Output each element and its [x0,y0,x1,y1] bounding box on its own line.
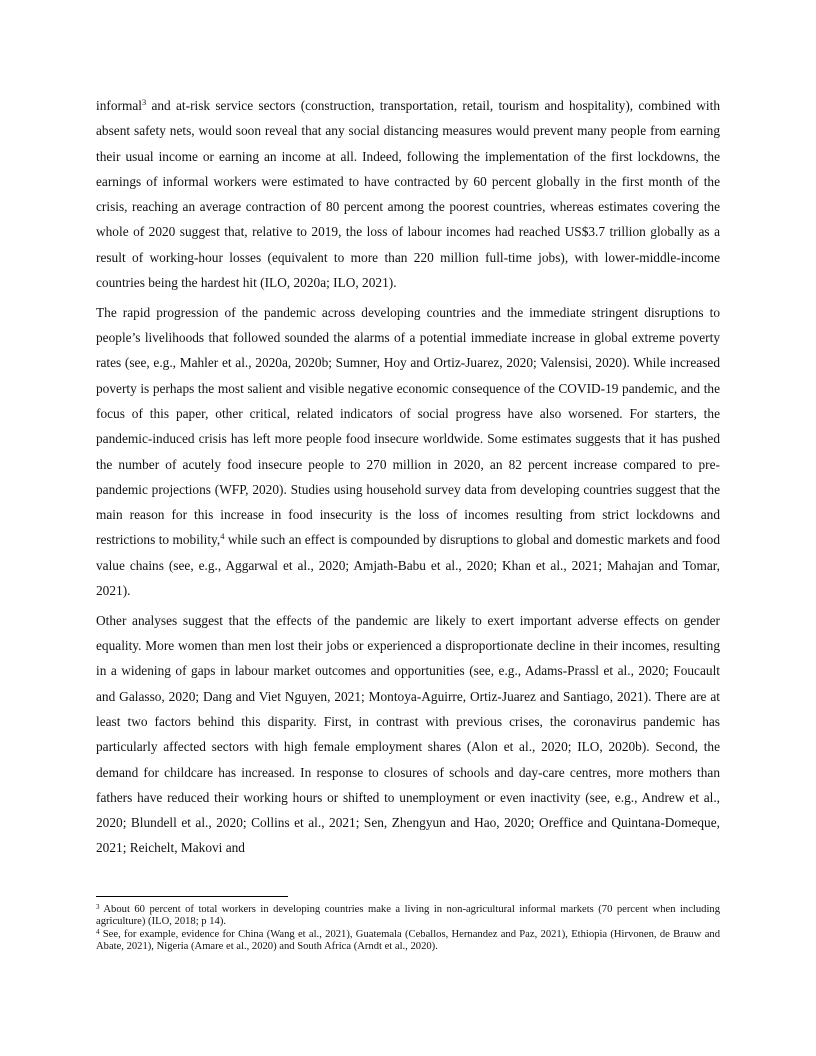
paragraph-1-text-b: and at-risk service sectors (construction, transportation, retail, tourism and hospitality), combined with absent safety nets, would soon reveal that any social distancing measures would prevent many people from earning their usual income or earning an income at all. Indeed, following the implementation of the first lockdowns, the earnings of informal workers were estimated to have contracted by 60 percent globally in the first month of the crisis, reaching an average contraction of 80 percent among the poorest countries, whereas estimates covering the whole of 2020 suggest that, relative to 2019, the loss of labour incomes had reached US$3.7 trillion globally as a result of working-hour losses (equivalent to more than 220 million full-time jobs), with lower-middle-income countries being the hardest hit (ILO, 2020a; ILO, 2021). [96,98,720,291]
footnotes [96,904,720,954]
paragraph-2-text-b: while such an effect is compounded by disruptions to global and domestic markets and food value chains (see, e.g., Aggarwal et al., 2020; Amjath-Babu et al., 2020; Khan et al., 2021; Mahajan and Tomar, 2021). [96,532,720,599]
footnote-3-text: About 60 percent of total workers in developing countries make a living in non-agricultural informal markets (70 percent when including agriculture) (ILO, 2018; p 14). [96,904,720,928]
footnote-ref-4[interactable]: 4 [220,531,225,542]
footnote-separator [96,896,288,897]
footnote-ref-3[interactable]: 3 [141,97,147,107]
paragraph-1 [96,93,720,295]
body-text [96,93,720,865]
footnote-4 [96,929,720,954]
footnote-marker-3: 3 [96,903,100,911]
footnote-4-text: See, for example, evidence for China (Wang et al., 2021), Guatemala (Ceballos, Hernandez and Paz, 2021), Ethiopia (Hirvonen, de Brauw and Abate, 2021), Nigeria (Amare et al., 2020) and South Africa (Arndt et al., 2020). [96,928,720,953]
footnote-3 [96,904,720,929]
paragraph-3-text: Other analyses suggest that the effects of the pandemic are likely to exert important adverse effects on gender equality. More women than men lost their jobs or experienced a disproportionate decline in their incomes, resulting in a widening of gaps in labour market outcomes and opportunities (see, e.g., Adams-Prassl et al., 2020; Foucault and Galasso, 2020; Dang and Viet Nguyen, 2021; Montoya-Aguirre, Ortiz-Juarez and Santiago, 2021). There are at least two factors behind this disparity. First, in contrast with previous crises, the coronavirus pandemic has particularly affected sectors with high female employment shares (Alon et al., 2020; ILO, 2020b). Second, the demand for childcare has increased. In response to closures of schools and day-care centres, more mothers than fathers have reduced their working hours or shifted to unemployment or even inactivity (see, e.g., Andrew et al., 2020; Blundell et al., 2020; Collins et al., 2021; Sen, Zhengyun and Hao, 2020; Oreffice and Quintana-Domeque, 2021; Reichelt, Makovi and [96,612,720,856]
paragraph-3 [96,608,720,861]
paragraph-2-text-a: The rapid progression of the pandemic across developing countries and the immediate stringent disruptions to people’s livelihoods that followed sounded the alarms of a potential immediate increase in global extreme poverty rates (see, e.g., Mahler et al., 2020a, 2020b; Sumner, Hoy and Ortiz-Juarez, 2020; Valensisi, 2020). While increased poverty is perhaps the most salient and visible negative economic consequence of the COVID-19 pandemic, and the focus of this paper, other critical, related indicators of social progress have also worsened. For starters, the pandemic-induced crisis has left more people food insecure worldwide. Some estimates suggests that it has pushed the number of acutely food insecure people to 270 million in 2020, an 82 percent increase compared to pre-pandemic projections (WFP, 2020). Studies using household survey data from developing countries suggest that the main reason for this increase in food insecurity is the loss of incomes resulting from strict lockdowns and restrictions to mobility, [96,304,720,548]
paragraph-2 [96,300,720,604]
paragraph-1-text-a: informal [96,98,142,113]
footnote-marker-4: 4 [96,927,100,936]
